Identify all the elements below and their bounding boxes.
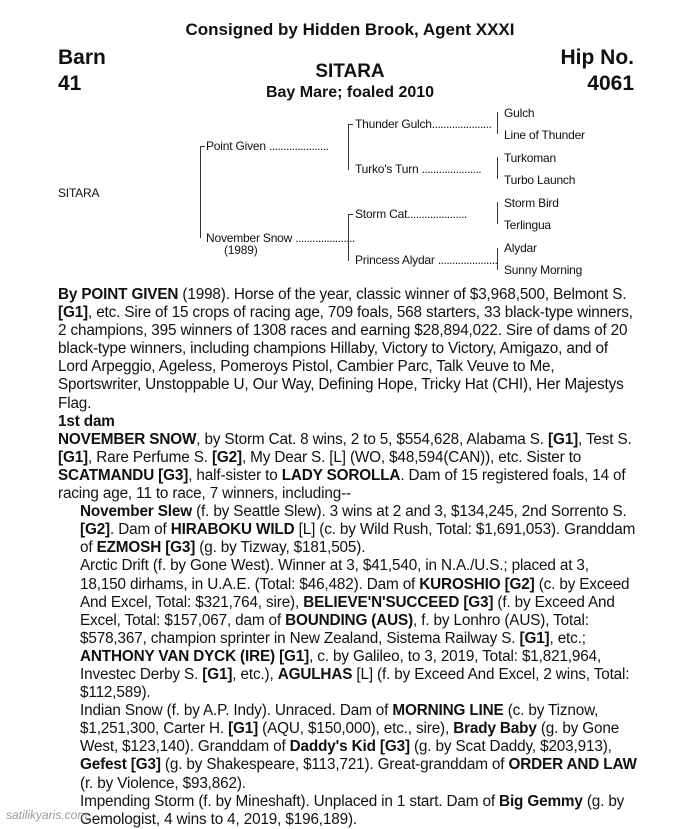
pedigree-sire-dam xyxy=(355,162,481,176)
pedigree-bracket-gen1 xyxy=(200,146,201,238)
hip-number: 4061 xyxy=(587,72,634,95)
pedigree-dam-sire xyxy=(355,207,467,221)
produce-text: (g. by Gemologist, 4 wins to 4, 2019, $196,189). xyxy=(80,792,625,828)
dam-text-5: , half-sister to xyxy=(188,466,282,484)
pedigree-dots: ..................... xyxy=(437,253,498,267)
pedigree-dots: ..................... xyxy=(407,207,467,221)
pedigree-dam-year: (1989) xyxy=(224,243,258,257)
produce-text: , c. by Galileo, to 3, 2019, Total: $1,821,964, Investec Derby S. xyxy=(80,647,602,683)
produce-name: November Slew xyxy=(80,503,192,521)
produce-bold: HIRABOKU WILD xyxy=(170,521,295,539)
pedigree-sire-sire xyxy=(355,117,491,131)
first-dam-heading: 1st dam xyxy=(58,412,115,430)
produce-grade: [G1] xyxy=(228,720,259,738)
pedigree-bracket-g3 xyxy=(497,157,498,179)
pedigree-dots: ..................... xyxy=(421,162,482,176)
pedigree-dam-dam xyxy=(355,253,497,267)
produce-november-slew xyxy=(58,503,638,557)
produce-text: (r. by Violence, $93,862). xyxy=(80,774,246,792)
produce-text: (c. by Tiznow, $1,251,300, Carter H. xyxy=(80,702,599,738)
pedigree-dd-name: Princess Alydar xyxy=(355,253,435,267)
pedigree-gen4-7: Alydar xyxy=(504,241,537,255)
produce-bold: EZMOSH [G3] xyxy=(96,539,196,557)
produce-bold: Daddy's Kid [G3] xyxy=(289,738,410,756)
produce-text: (g. by Scat Daddy, $203,913), xyxy=(409,738,612,756)
produce-text: (g. by Shakespeare, $113,721). Great-granddam of xyxy=(160,756,509,774)
pedigree-dots: ..................... xyxy=(295,231,355,245)
produce-text: (AQU, $150,000), etc., sire), xyxy=(258,720,454,738)
produce-bold: MORNING LINE xyxy=(392,702,504,720)
pedigree-sire xyxy=(206,139,329,153)
dam-text-1: , by Storm Cat. 8 wins, 2 to 5, $554,628, Alabama S. xyxy=(196,430,549,448)
produce-indian-snow xyxy=(58,702,638,792)
barn-label: Barn xyxy=(58,46,106,69)
first-dam-paragraph xyxy=(58,431,638,503)
consignor-line: Consigned by Hidden Brook, Agent XXXI xyxy=(185,20,515,39)
pedigree-sire-name: Point Given xyxy=(206,139,266,153)
pedigree-tick xyxy=(200,146,205,147)
pedigree-dam-name: November Snow xyxy=(206,231,293,245)
dam-grade: [G2] xyxy=(211,448,242,466)
pedigree-tick xyxy=(348,214,353,215)
produce-bold: ANTHONY VAN DYCK (IRE) [G1] xyxy=(80,647,310,665)
produce-bold: Brady Baby xyxy=(453,720,537,738)
produce-text: , etc.), xyxy=(232,665,278,683)
pedigree-gen4-8: Sunny Morning xyxy=(504,263,583,277)
produce-grade: [G1] xyxy=(519,629,550,647)
produce-text: (f. by Seattle Slew). 3 wins at 2 and 3, $134,245, 2nd Sorrento S. xyxy=(191,503,627,521)
pedigree-bracket-dam xyxy=(348,214,349,261)
produce-text: , etc.; xyxy=(549,629,586,647)
dam-sister: SCATMANDU [G3] xyxy=(58,466,189,484)
produce-text: (c. by Exceed And Excel, Total: $321,764, sire), xyxy=(80,575,630,611)
produce-bold: BELIEVE'N'SUCCEED [G3] xyxy=(303,593,494,611)
dam-text-2: , Test S. xyxy=(578,430,632,448)
pedigree-gen4-3: Turkoman xyxy=(504,151,556,165)
pedigree-tick xyxy=(348,124,353,125)
produce-text: Indian Snow (f. by A.P. Indy). Unraced. Dam of xyxy=(80,702,393,720)
pedigree-bracket-g3 xyxy=(497,112,498,134)
produce-bold: Big Gemmy xyxy=(499,792,583,810)
pedigree-gen4-2: Line of Thunder xyxy=(504,128,585,142)
pedigree-bracket-g3 xyxy=(497,202,498,224)
produce-grade: [G2] xyxy=(80,521,110,539)
produce-bold: KUROSHIO [G2] xyxy=(419,575,535,593)
sire-lead: By POINT GIVEN xyxy=(58,286,179,303)
sire-text-2: , etc. Sire of 15 crops of racing age, 709 foals, 568 starters, 33 black-type winners, 2 champions, 395 winners of 1308 races and earning $28,894,022. Sire of dams of 20 black-type winners, including champions Hillaby, Victory to Victory, Amigazo, and of Lord Arpeggio, Ageless, Pomeroys Pistol, Cambier Parc, Talk Veuve to Me, Sportswriter, Unstoppable U, Our Way, Defining Hope, Tricky Hat (CHI), Her Majestys Flag. xyxy=(58,304,633,412)
dam-grade: [G1] xyxy=(58,448,88,466)
pedigree-gen4-1: Gulch xyxy=(504,106,535,120)
produce-text: Arctic Drift (f. by Gone West). Winner at 3, $41,540, in N.A./U.S.; placed at 3, 18,150 dirhams, in U.A.E. (Total: $46,482). Dam of xyxy=(80,557,589,593)
dam-halfsister: LADY SOROLLA xyxy=(281,466,401,484)
pedigree-dots: ..................... xyxy=(431,117,492,131)
produce-bold: BOUNDING (AUS) xyxy=(285,611,414,629)
hip-label: Hip No. xyxy=(560,46,634,69)
produce-arctic-drift xyxy=(58,557,638,702)
produce-text: , f. by Lonhro (AUS), Total: $578,367, champion sprinter in New Zealand, Sistema Railway S. xyxy=(80,611,589,647)
produce-text: [L] (c. by Wild Rush, Total: $1,691,053). Granddam of xyxy=(80,521,636,557)
produce-text: (g. by Gone West, $123,140). Granddam of xyxy=(80,720,620,756)
sire-text-1: (1998). Horse of the year, classic winner of $3,968,500, Belmont S. xyxy=(178,286,627,303)
dam-text-6: . Dam of 15 registered foals, 14 of racing age, 11 to race, 7 winners, including-- xyxy=(58,466,626,503)
produce-text: . Dam of xyxy=(110,521,171,539)
sire-grade: [G1] xyxy=(58,304,88,322)
produce-bold: AGULHAS xyxy=(277,665,353,683)
pedigree-subject: SITARA xyxy=(58,186,100,200)
pedigree-sd-name: Turko's Turn xyxy=(355,162,419,176)
sire-paragraph xyxy=(58,286,638,413)
pedigree-bracket-g3 xyxy=(497,248,498,270)
catalog-body xyxy=(58,286,638,829)
horse-name: SITARA xyxy=(315,61,385,82)
pedigree-gen4-5: Storm Bird xyxy=(504,196,559,210)
dam-text-3: , Rare Perfume S. xyxy=(88,448,212,466)
pedigree-ss-name: Thunder Gulch xyxy=(355,117,432,131)
dam-name: NOVEMBER SNOW xyxy=(58,430,197,448)
produce-text: [L] (f. by Exceed And Excel, 2 wins, Total: $112,589). xyxy=(80,665,630,702)
produce-grade: [G1] xyxy=(202,665,233,683)
pedigree-gen4-6: Terlingua xyxy=(504,218,551,232)
watermark: satilikyaris.com xyxy=(6,808,88,822)
produce-bold: ORDER AND LAW xyxy=(508,756,637,774)
produce-bold: Gefest [G3] xyxy=(80,756,161,774)
dam-grade: [G1] xyxy=(548,430,579,448)
pedigree-gen4-4: Turbo Launch xyxy=(504,173,576,187)
pedigree-bracket-sire xyxy=(348,124,349,170)
produce-impending-storm xyxy=(58,793,638,829)
dam-text-4: , My Dear S. [L] (WO, $48,594(CAN)), etc. Sister to xyxy=(241,448,582,466)
produce-text: Impending Storm (f. by Mineshaft). Unplaced in 1 start. Dam of xyxy=(80,792,500,810)
pedigree-dots: ..................... xyxy=(268,139,329,153)
pedigree-ds-name: Storm Cat xyxy=(355,207,408,221)
barn-number: 41 xyxy=(58,72,82,95)
horse-description: Bay Mare; foaled 2010 xyxy=(265,84,435,101)
produce-text: (f. by Exceed And Excel, Total: $157,067, dam of xyxy=(80,593,615,629)
produce-text: (g. by Tizway, $181,505). xyxy=(195,539,366,557)
